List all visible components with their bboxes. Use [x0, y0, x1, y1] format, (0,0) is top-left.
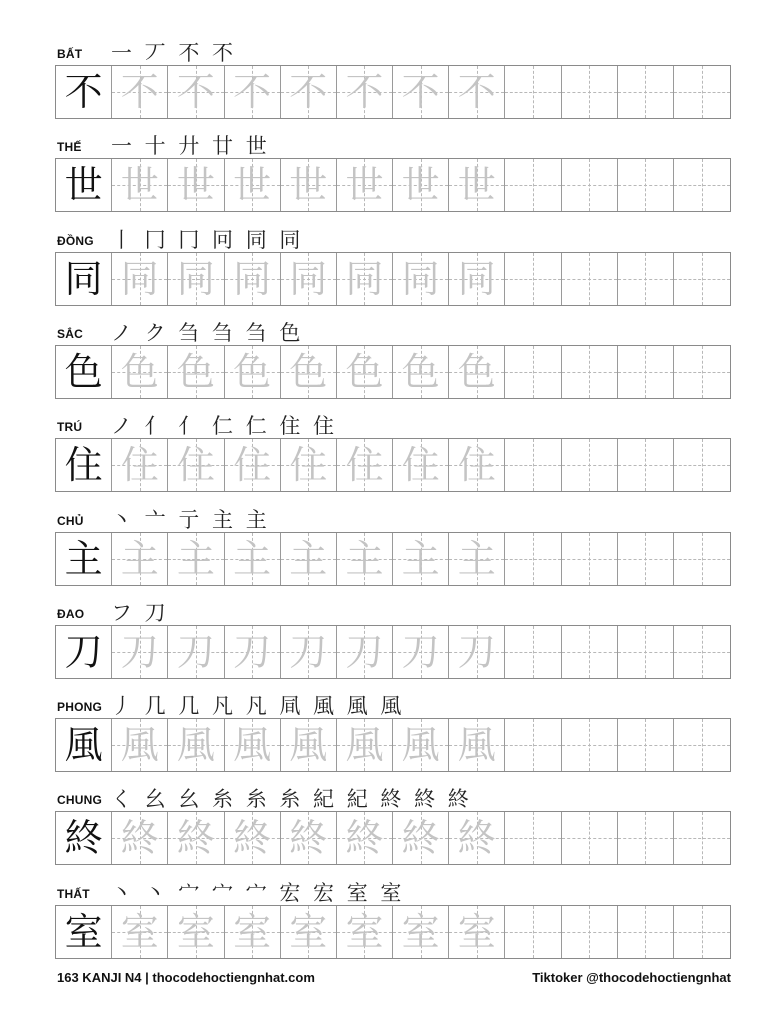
stroke-order: く 幺 幺 糸 糸 糸 紀 紀 終 終 終 [111, 787, 472, 812]
trace-cell [393, 346, 449, 398]
trace-kanji: 世 [233, 163, 272, 208]
kanji-character: 住 [64, 443, 103, 488]
trace-kanji: 同 [457, 256, 496, 301]
model-kanji-cell [56, 533, 112, 585]
trace-cell [393, 533, 449, 585]
trace-cell [449, 253, 505, 305]
writing-grid [55, 905, 731, 959]
stroke-order: 一 丆 不 不 [111, 41, 237, 65]
empty-practice-cell [562, 906, 618, 958]
trace-kanji: 室 [120, 909, 159, 954]
writing-grid [55, 65, 731, 119]
trace-cell [225, 346, 281, 398]
guide-line-horizontal [618, 932, 673, 933]
guide-line-horizontal [618, 838, 673, 839]
stroke-order: 丨 冂 冂 冋 同 同 [111, 227, 304, 252]
trace-kanji: 同 [233, 256, 272, 301]
writing-grid [55, 345, 731, 399]
guide-line-horizontal [618, 559, 673, 560]
trace-cell [112, 159, 168, 211]
empty-practice-cell [674, 159, 730, 211]
trace-cell [449, 906, 505, 958]
trace-kanji: 主 [120, 536, 159, 581]
empty-practice-cell [562, 719, 618, 771]
practice-row [55, 688, 731, 772]
kanji-character: 刀 [64, 629, 103, 674]
guide-line-horizontal [505, 465, 560, 466]
trace-cell [337, 626, 393, 678]
trace-cell [168, 439, 224, 491]
trace-cell [393, 253, 449, 305]
trace-kanji: 室 [289, 909, 328, 954]
trace-kanji: 世 [457, 163, 496, 208]
empty-practice-cell [505, 253, 561, 305]
practice-row [55, 595, 731, 679]
trace-kanji: 世 [401, 163, 440, 208]
trace-cell [393, 906, 449, 958]
trace-cell [337, 253, 393, 305]
trace-kanji: 色 [120, 349, 159, 394]
row-header [55, 35, 731, 65]
trace-cell [168, 626, 224, 678]
reading-label: THẾ [57, 140, 82, 155]
kanji-character: 不 [64, 70, 103, 114]
trace-cell [449, 626, 505, 678]
trace-kanji: 風 [233, 723, 272, 768]
guide-line-horizontal [674, 279, 730, 280]
trace-cell [112, 812, 168, 864]
guide-line-horizontal [562, 92, 617, 93]
trace-cell [225, 906, 281, 958]
trace-cell [337, 719, 393, 771]
trace-kanji: 住 [120, 443, 159, 488]
empty-practice-cell [562, 66, 618, 118]
guide-line-horizontal [562, 932, 617, 933]
empty-practice-cell [562, 812, 618, 864]
writing-grid [55, 625, 731, 679]
trace-cell [112, 533, 168, 585]
practice-row [55, 875, 731, 959]
kanji-character: 同 [64, 256, 103, 301]
trace-cell [225, 159, 281, 211]
guide-line-horizontal [618, 372, 673, 373]
trace-kanji: 刀 [401, 629, 440, 674]
row-header [55, 408, 731, 438]
trace-kanji: 終 [345, 816, 384, 861]
guide-line-horizontal [505, 279, 560, 280]
guide-line-horizontal [562, 185, 617, 186]
trace-kanji: 室 [345, 909, 384, 954]
trace-cell [112, 626, 168, 678]
model-kanji-cell [56, 439, 112, 491]
practice-row [55, 408, 731, 492]
writing-grid [55, 811, 731, 865]
guide-line-horizontal [505, 652, 560, 653]
empty-practice-cell [505, 439, 561, 491]
empty-practice-cell [674, 812, 730, 864]
guide-line-horizontal [562, 745, 617, 746]
stroke-order: ノ ク 刍 刍 刍 色 [111, 320, 304, 345]
guide-line-horizontal [674, 838, 730, 839]
empty-practice-cell [618, 159, 674, 211]
row-header [55, 222, 731, 252]
trace-kanji: 刀 [176, 629, 215, 674]
writing-grid [55, 158, 731, 212]
empty-practice-cell [562, 159, 618, 211]
guide-line-horizontal [618, 745, 673, 746]
empty-practice-cell [562, 533, 618, 585]
trace-cell [168, 253, 224, 305]
trace-kanji: 刀 [345, 629, 384, 674]
empty-practice-cell [562, 439, 618, 491]
trace-cell [168, 159, 224, 211]
trace-kanji: 不 [289, 70, 328, 114]
trace-cell [393, 439, 449, 491]
trace-cell [168, 812, 224, 864]
guide-line-horizontal [618, 465, 673, 466]
guide-line-horizontal [674, 932, 730, 933]
trace-kanji: 住 [233, 443, 272, 488]
kanji-character: 風 [64, 723, 103, 768]
trace-kanji: 主 [233, 536, 272, 581]
trace-kanji: 世 [345, 163, 384, 208]
stroke-order: 丿 几 几 凡 凡 凬 風 風 風 [111, 694, 405, 719]
trace-kanji: 室 [233, 909, 272, 954]
trace-kanji: 刀 [233, 629, 272, 674]
guide-line-horizontal [618, 652, 673, 653]
trace-kanji: 風 [457, 723, 496, 768]
trace-kanji: 色 [401, 349, 440, 394]
practice-row [55, 315, 731, 399]
trace-cell [281, 66, 337, 118]
guide-line-horizontal [505, 372, 560, 373]
trace-cell [281, 439, 337, 491]
empty-practice-cell [674, 253, 730, 305]
empty-practice-cell [618, 626, 674, 678]
model-kanji-cell [56, 253, 112, 305]
trace-cell [337, 439, 393, 491]
kanji-character: 色 [64, 349, 103, 394]
trace-kanji: 世 [120, 163, 159, 208]
kanji-character: 終 [64, 816, 103, 861]
guide-line-horizontal [674, 745, 730, 746]
trace-kanji: 刀 [457, 629, 496, 674]
trace-kanji: 色 [289, 349, 328, 394]
empty-practice-cell [618, 439, 674, 491]
trace-kanji: 刀 [120, 629, 159, 674]
reading-label: TRÚ [57, 420, 83, 435]
trace-kanji: 住 [457, 443, 496, 488]
trace-cell [168, 906, 224, 958]
trace-cell [337, 346, 393, 398]
guide-line-horizontal [505, 185, 560, 186]
model-kanji-cell [56, 906, 112, 958]
trace-kanji: 色 [233, 349, 272, 394]
stroke-order: ノ 亻 亻 仁 仁 住 住 [111, 414, 338, 439]
trace-kanji: 風 [345, 723, 384, 768]
trace-cell [168, 66, 224, 118]
empty-practice-cell [505, 66, 561, 118]
trace-cell [281, 533, 337, 585]
trace-cell [337, 159, 393, 211]
guide-line-horizontal [505, 932, 560, 933]
empty-practice-cell [618, 346, 674, 398]
empty-practice-cell [618, 906, 674, 958]
trace-kanji: 終 [401, 816, 440, 861]
empty-practice-cell [505, 159, 561, 211]
trace-cell [281, 346, 337, 398]
empty-practice-cell [505, 533, 561, 585]
footer-source: 163 KANJI N4 | thocodehoctiengnhat.com [57, 970, 315, 985]
trace-cell [225, 253, 281, 305]
empty-practice-cell [505, 812, 561, 864]
trace-cell [449, 533, 505, 585]
trace-cell [225, 719, 281, 771]
row-header [55, 595, 731, 625]
guide-line-horizontal [674, 652, 730, 653]
trace-kanji: 不 [120, 70, 159, 114]
trace-kanji: 主 [176, 536, 215, 581]
empty-practice-cell [505, 346, 561, 398]
empty-practice-cell [674, 719, 730, 771]
empty-practice-cell [618, 533, 674, 585]
trace-cell [112, 346, 168, 398]
writing-grid [55, 718, 731, 772]
guide-line-horizontal [505, 92, 560, 93]
guide-line-horizontal [505, 838, 560, 839]
empty-practice-cell [674, 533, 730, 585]
trace-cell [112, 66, 168, 118]
footer-tiktok: Tiktoker @thocodehoctiengnhat [532, 970, 731, 985]
footer [55, 970, 731, 990]
trace-cell [112, 906, 168, 958]
practice-row [55, 502, 731, 586]
guide-line-horizontal [505, 745, 560, 746]
trace-kanji: 不 [176, 70, 215, 114]
trace-cell [449, 346, 505, 398]
writing-grid [55, 252, 731, 306]
trace-kanji: 風 [120, 723, 159, 768]
empty-practice-cell [674, 66, 730, 118]
practice-row [55, 222, 731, 306]
stroke-order: フ 刀 [111, 600, 169, 625]
trace-kanji: 主 [345, 536, 384, 581]
stroke-order: 丶 亠 亍 主 主 [111, 507, 270, 532]
guide-line-horizontal [674, 92, 730, 93]
guide-line-horizontal [562, 838, 617, 839]
guide-line-horizontal [618, 185, 673, 186]
trace-kanji: 同 [176, 256, 215, 301]
trace-cell [393, 719, 449, 771]
trace-kanji: 不 [345, 70, 384, 114]
guide-line-horizontal [562, 279, 617, 280]
trace-kanji: 終 [289, 816, 328, 861]
practice-row [55, 781, 731, 865]
reading-label: SẮC [57, 326, 83, 341]
trace-kanji: 風 [289, 723, 328, 768]
trace-cell [225, 626, 281, 678]
trace-cell [281, 719, 337, 771]
trace-cell [337, 533, 393, 585]
reading-label: CHỦ [57, 513, 84, 528]
trace-cell [112, 439, 168, 491]
empty-practice-cell [505, 626, 561, 678]
guide-line-horizontal [562, 465, 617, 466]
trace-kanji: 終 [233, 816, 272, 861]
trace-cell [225, 533, 281, 585]
trace-kanji: 風 [176, 723, 215, 768]
trace-cell [225, 66, 281, 118]
guide-line-horizontal [618, 279, 673, 280]
guide-line-horizontal [618, 92, 673, 93]
trace-kanji: 同 [345, 256, 384, 301]
row-header [55, 128, 731, 158]
trace-cell [449, 812, 505, 864]
empty-practice-cell [562, 626, 618, 678]
trace-kanji: 住 [345, 443, 384, 488]
trace-kanji: 室 [176, 909, 215, 954]
trace-kanji: 主 [457, 536, 496, 581]
empty-practice-cell [618, 719, 674, 771]
trace-cell [449, 159, 505, 211]
trace-cell [393, 159, 449, 211]
trace-cell [393, 626, 449, 678]
trace-kanji: 主 [289, 536, 328, 581]
guide-line-horizontal [674, 465, 730, 466]
stroke-order: 一 十 廾 廿 世 [111, 134, 270, 159]
reading-label: BẤT [57, 47, 83, 61]
trace-cell [281, 812, 337, 864]
trace-kanji: 終 [457, 816, 496, 861]
empty-practice-cell [618, 253, 674, 305]
model-kanji-cell [56, 719, 112, 771]
trace-kanji: 色 [457, 349, 496, 394]
trace-kanji: 住 [401, 443, 440, 488]
model-kanji-cell [56, 66, 112, 118]
guide-line-horizontal [562, 372, 617, 373]
empty-practice-cell [674, 346, 730, 398]
trace-kanji: 住 [289, 443, 328, 488]
row-header [55, 781, 731, 811]
kanji-character: 世 [64, 163, 103, 208]
trace-cell [281, 626, 337, 678]
guide-line-horizontal [674, 559, 730, 560]
guide-line-horizontal [562, 559, 617, 560]
trace-cell [281, 253, 337, 305]
trace-kanji: 同 [401, 256, 440, 301]
reading-label: ĐAO [57, 606, 85, 621]
trace-kanji: 終 [176, 816, 215, 861]
guide-line-horizontal [505, 559, 560, 560]
trace-kanji: 不 [457, 70, 496, 114]
trace-kanji: 同 [120, 256, 159, 301]
stroke-order: 丶 丶 宀 宀 宀 宏 宏 室 室 [111, 880, 405, 905]
trace-kanji: 風 [401, 723, 440, 768]
empty-practice-cell [674, 626, 730, 678]
trace-cell [281, 159, 337, 211]
trace-kanji: 世 [289, 163, 328, 208]
trace-cell [168, 719, 224, 771]
row-header [55, 315, 731, 345]
trace-cell [337, 906, 393, 958]
trace-kanji: 室 [457, 909, 496, 954]
empty-practice-cell [562, 253, 618, 305]
trace-cell [393, 66, 449, 118]
reading-label: THẤT [57, 886, 90, 901]
writing-grid [55, 532, 731, 586]
model-kanji-cell [56, 346, 112, 398]
kanji-character: 主 [64, 536, 103, 581]
reading-label: CHUNG [57, 793, 102, 808]
trace-cell [449, 719, 505, 771]
row-header [55, 502, 731, 532]
trace-kanji: 刀 [289, 629, 328, 674]
writing-grid [55, 438, 731, 492]
trace-cell [337, 66, 393, 118]
trace-kanji: 主 [401, 536, 440, 581]
model-kanji-cell [56, 812, 112, 864]
empty-practice-cell [674, 439, 730, 491]
empty-practice-cell [618, 66, 674, 118]
kanji-character: 室 [64, 909, 103, 954]
trace-cell [112, 719, 168, 771]
guide-line-horizontal [674, 372, 730, 373]
trace-cell [225, 439, 281, 491]
trace-kanji: 同 [289, 256, 328, 301]
practice-row [55, 35, 731, 119]
trace-kanji: 色 [176, 349, 215, 394]
model-kanji-cell [56, 159, 112, 211]
guide-line-horizontal [562, 652, 617, 653]
trace-cell [168, 533, 224, 585]
trace-kanji: 終 [120, 816, 159, 861]
trace-cell [225, 812, 281, 864]
model-kanji-cell [56, 626, 112, 678]
trace-cell [337, 812, 393, 864]
trace-cell [449, 66, 505, 118]
empty-practice-cell [505, 719, 561, 771]
practice-row [55, 128, 731, 212]
trace-kanji: 不 [233, 70, 272, 114]
row-header [55, 875, 731, 905]
trace-cell [393, 812, 449, 864]
trace-kanji: 不 [401, 70, 440, 114]
empty-practice-cell [562, 346, 618, 398]
trace-cell [112, 253, 168, 305]
trace-kanji: 住 [176, 443, 215, 488]
trace-kanji: 室 [401, 909, 440, 954]
trace-cell [449, 439, 505, 491]
trace-cell [281, 906, 337, 958]
reading-label: PHONG [57, 700, 103, 715]
empty-practice-cell [505, 906, 561, 958]
empty-practice-cell [674, 906, 730, 958]
trace-kanji: 世 [176, 163, 215, 208]
guide-line-horizontal [674, 185, 730, 186]
trace-kanji: 色 [345, 349, 384, 394]
trace-cell [168, 346, 224, 398]
row-header [55, 688, 731, 718]
empty-practice-cell [618, 812, 674, 864]
reading-label: ĐỒNG [57, 233, 94, 248]
